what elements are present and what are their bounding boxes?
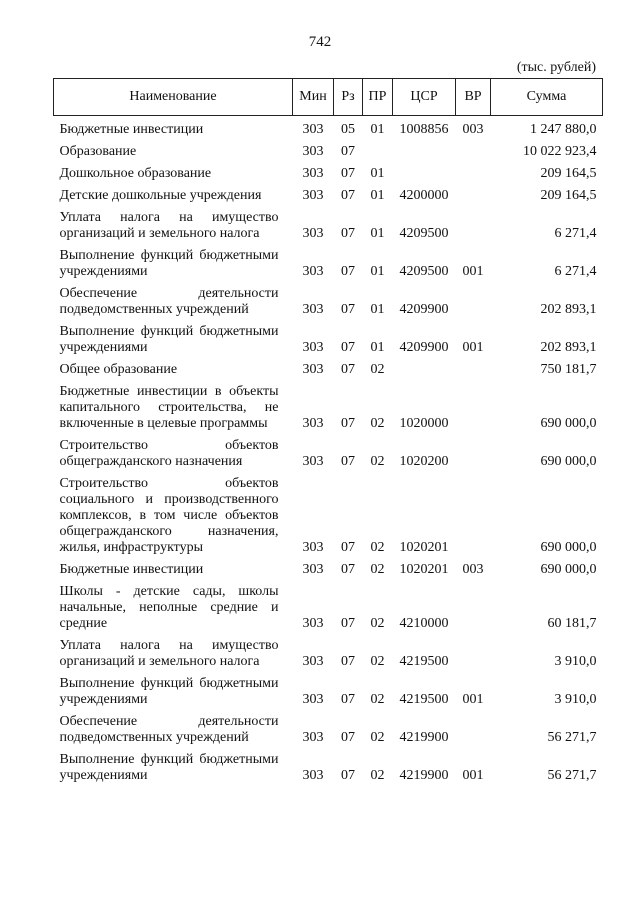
cell-csr: 1008856 [399, 122, 449, 137]
cell-csr: 1020200 [399, 454, 449, 469]
cell-name: Выполнение функций бюджетными учреждениями [59, 676, 279, 707]
cell-sum: 3 910,0 [554, 654, 597, 669]
cell-pr: 02 [370, 654, 385, 669]
cell-name: Дошкольное образование [59, 166, 212, 181]
cell-rz: 07 [341, 264, 355, 279]
cell-csr: 4219500 [399, 654, 449, 669]
cell-min: 303 [302, 654, 324, 669]
cell-pr: 02 [370, 416, 385, 431]
cell-min: 303 [302, 730, 324, 745]
cell-pr: 02 [370, 362, 385, 377]
cell-min: 303 [302, 264, 324, 279]
cell-vr [456, 438, 491, 476]
units-label: (тыс. рублей) [516, 60, 596, 75]
cell-sum: 6 271,4 [554, 264, 597, 279]
cell-rz: 07 [341, 454, 355, 469]
cell-rz: 07 [341, 540, 355, 555]
cell-pr [363, 144, 393, 166]
cell-vr [456, 476, 491, 562]
cell-name: Бюджетные инвестиции [59, 122, 204, 137]
cell-pr: 01 [370, 340, 385, 355]
cell-vr: 001 [462, 340, 484, 355]
table-row [54, 210, 603, 248]
cell-vr [456, 144, 491, 166]
cell-min: 303 [302, 692, 324, 707]
cell-rz: 07 [341, 144, 355, 159]
cell-csr: 4219900 [399, 730, 449, 745]
cell-min: 303 [302, 302, 324, 317]
cell-rz: 07 [341, 188, 355, 203]
cell-csr: 4209500 [399, 264, 449, 279]
cell-csr: 4209900 [399, 302, 449, 317]
header-vr: ВР [456, 79, 491, 116]
cell-csr: 4219500 [399, 692, 449, 707]
table-row [54, 584, 603, 638]
table-row [54, 676, 603, 714]
cell-sum: 60 181,7 [547, 616, 597, 631]
cell-pr: 01 [370, 122, 385, 137]
table-row [54, 752, 603, 790]
cell-name: Строительство объектов общегражданского назначения [59, 438, 279, 469]
cell-name: Школы - детские сады, школы начальные, неполные средние и средние [59, 584, 279, 631]
cell-sum: 209 164,5 [540, 166, 597, 181]
cell-min: 303 [302, 122, 324, 137]
table-row [54, 562, 603, 584]
cell-rz: 07 [341, 768, 355, 783]
table-row [54, 286, 603, 324]
header-min: Мин [293, 79, 334, 116]
cell-sum: 202 893,1 [540, 340, 597, 355]
cell-min: 303 [302, 562, 324, 577]
cell-vr [456, 584, 491, 638]
cell-vr: 003 [462, 122, 484, 137]
table-row [54, 248, 603, 286]
cell-rz: 05 [341, 122, 355, 137]
table-row [54, 438, 603, 476]
cell-rz: 07 [341, 654, 355, 669]
table-header-row [54, 79, 603, 116]
header-name: Наименование [54, 79, 293, 116]
cell-csr [393, 144, 456, 166]
cell-min: 303 [302, 226, 324, 241]
cell-min: 303 [302, 416, 324, 431]
cell-vr [456, 210, 491, 248]
cell-rz: 07 [341, 166, 355, 181]
cell-name: Обеспечение деятельности подведомственных учреждений [59, 714, 279, 745]
cell-sum: 750 181,7 [540, 362, 597, 377]
cell-csr [393, 362, 456, 384]
table-row [54, 638, 603, 676]
cell-name: Детские дошкольные учреждения [59, 188, 262, 203]
table-row [54, 476, 603, 562]
cell-rz: 07 [341, 340, 355, 355]
cell-pr: 02 [370, 562, 385, 577]
budget-table [53, 78, 603, 790]
table-row [54, 324, 603, 362]
cell-name: Образование [59, 144, 137, 159]
cell-pr: 01 [370, 166, 385, 181]
cell-sum: 3 910,0 [554, 692, 597, 707]
cell-pr: 02 [370, 454, 385, 469]
cell-rz: 07 [341, 302, 355, 317]
cell-vr [456, 384, 491, 438]
cell-name: Выполнение функций бюджетными учреждениями [59, 324, 279, 355]
header-pr: ПР [363, 79, 393, 116]
table-row [54, 384, 603, 438]
cell-name: Уплата налога на имущество организаций и земельного налога [59, 210, 279, 241]
cell-name: Уплата налога на имущество организаций и земельного налога [59, 638, 279, 669]
cell-name: Строительство объектов социального и производственного комплексов, в том числе объектов общегражданского назначения, жилья, инфраструктуры [59, 476, 279, 555]
cell-pr: 02 [370, 616, 385, 631]
cell-pr: 02 [370, 768, 385, 783]
header-sum: Сумма [491, 79, 603, 116]
cell-csr: 4200000 [399, 188, 449, 203]
cell-csr: 4209900 [399, 340, 449, 355]
cell-name: Бюджетные инвестиции [59, 562, 204, 577]
cell-csr: 4209500 [399, 226, 449, 241]
cell-min: 303 [302, 188, 324, 203]
cell-vr: 001 [462, 768, 484, 783]
cell-pr: 01 [370, 188, 385, 203]
cell-pr: 01 [370, 302, 385, 317]
cell-name: Выполнение функций бюджетными учреждениями [59, 752, 279, 783]
cell-min: 303 [302, 144, 324, 159]
table-row [54, 362, 603, 384]
cell-sum: 690 000,0 [540, 562, 597, 577]
table-row [54, 714, 603, 752]
cell-min: 303 [302, 768, 324, 783]
cell-min: 303 [302, 540, 324, 555]
cell-vr: 001 [462, 692, 484, 707]
cell-sum: 10 022 923,4 [523, 144, 597, 159]
cell-sum: 690 000,0 [540, 540, 597, 555]
cell-name: Бюджетные инвестиции в объекты капитального строительства, не включенные в целевые программы [59, 384, 279, 431]
table-row [54, 188, 603, 210]
cell-rz: 07 [341, 692, 355, 707]
table-row [54, 144, 603, 166]
cell-pr: 02 [370, 540, 385, 555]
cell-csr [393, 166, 456, 188]
cell-sum: 202 893,1 [540, 302, 597, 317]
cell-rz: 07 [341, 616, 355, 631]
cell-sum: 209 164,5 [540, 188, 597, 203]
cell-min: 303 [302, 340, 324, 355]
cell-rz: 07 [341, 226, 355, 241]
cell-min: 303 [302, 454, 324, 469]
cell-vr [456, 188, 491, 210]
cell-rz: 07 [341, 362, 355, 377]
table-row [54, 116, 603, 145]
cell-vr [456, 286, 491, 324]
cell-rz: 07 [341, 730, 355, 745]
cell-sum: 1 247 880,0 [530, 122, 597, 137]
cell-csr: 4210000 [399, 616, 449, 631]
cell-sum: 690 000,0 [540, 454, 597, 469]
cell-sum: 6 271,4 [554, 226, 597, 241]
cell-csr: 1020000 [399, 416, 449, 431]
cell-vr: 003 [462, 562, 484, 577]
page-number: 742 [308, 34, 332, 50]
cell-sum: 56 271,7 [547, 730, 597, 745]
cell-rz: 07 [341, 416, 355, 431]
cell-vr [456, 638, 491, 676]
cell-csr: 1020201 [399, 540, 449, 555]
cell-vr [456, 166, 491, 188]
cell-min: 303 [302, 616, 324, 631]
cell-sum: 56 271,7 [547, 768, 597, 783]
cell-sum: 690 000,0 [540, 416, 597, 431]
cell-rz: 07 [341, 562, 355, 577]
cell-csr: 4219900 [399, 768, 449, 783]
cell-pr: 02 [370, 692, 385, 707]
cell-vr: 001 [462, 264, 484, 279]
cell-vr [456, 362, 491, 384]
header-csr: ЦСР [393, 79, 456, 116]
table-row [54, 166, 603, 188]
cell-name: Общее образование [59, 362, 178, 377]
cell-min: 303 [302, 362, 324, 377]
cell-pr: 02 [370, 730, 385, 745]
cell-min: 303 [302, 166, 324, 181]
cell-pr: 01 [370, 226, 385, 241]
cell-name: Выполнение функций бюджетными учреждениями [59, 248, 279, 279]
cell-name: Обеспечение деятельности подведомственных учреждений [59, 286, 279, 317]
cell-pr: 01 [370, 264, 385, 279]
cell-vr [456, 714, 491, 752]
header-rz: Рз [334, 79, 363, 116]
cell-csr: 1020201 [399, 562, 449, 577]
